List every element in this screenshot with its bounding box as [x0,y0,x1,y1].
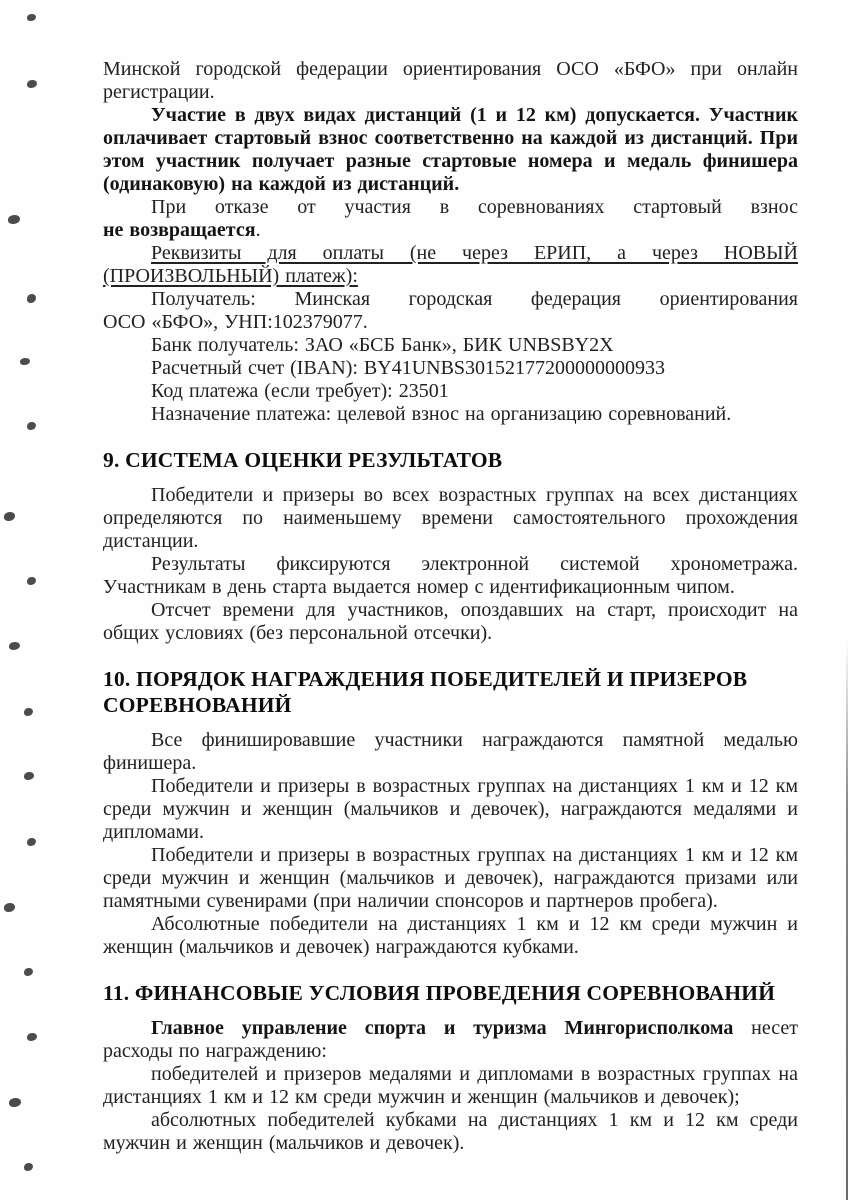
scan-artifact [24,708,33,716]
right-edge-scan-line [846,640,848,1200]
receiver-lead-text: Получатель: Минская городская федерация ориентирования [151,288,798,310]
scan-artifact [27,1033,37,1041]
section-11-lead-bold-text: Главное управление спорта и туризма Мингорисполкома [151,1017,734,1039]
section-9-paragraph-3: Отсчет времени для участников, опоздавших на старт, происходит на общих условиях (без персональной отсечки). [103,599,798,644]
scan-artifact [4,512,15,521]
scan-artifact [27,422,36,430]
section-11-paragraph-3: абсолютных победителей кубками на дистанциях 1 км и 12 км среди мужчин и женщин (мальчиков и девочек). [103,1109,798,1154]
scan-artifact [27,577,36,585]
refusal-bold-text: не возвращается [103,219,256,241]
paragraph-registration-continued: Минской городской федерации ориентирования ОСО «БФО» при онлайн регистрации. [103,58,798,103]
refusal-lead-text: При отказе от участия в соревнованиях стартовый взнос [151,196,798,218]
section-10-paragraph-4: Абсолютные победители на дистанциях 1 км и 12 км среди мужчин и женщин (мальчиков и девочек) награждаются кубками. [103,913,798,958]
scan-artifact [27,14,36,21]
scan-artifact [27,838,36,846]
paragraph-bank: Банк получатель: ЗАО «БСБ Банк», БИК UNBSBY2X [151,334,614,356]
scan-artifact [24,772,34,780]
section-9-heading: 9. СИСТЕМА ОЦЕНКИ РЕЗУЛЬТАТОВ [103,448,503,472]
receiver-tail-text: ОСО «БФО», УНП:102379077. [103,311,368,333]
section-11-lead-tail-text: несет расходы по награждению: [103,1017,798,1062]
document-content [103,58,798,1155]
section-10-paragraph-2: Победители и призеры в возрастных группах на дистанциях 1 км и 12 км среди мужчин и женщин (мальчиков и девочек), награждаются медалями и дипломами. [103,775,798,843]
paragraph-payment-code: Код платежа (если требует): 23501 [151,380,449,402]
section-9-paragraph-1: Победители и призеры во всех возрастных группах на всех дистанциях определяются по наименьшему времени самостоятельного прохождения дистанции. [103,484,798,552]
section-9-paragraph-2: Результаты фиксируются электронной системой хронометража. Участникам в день старта выдается номер с идентификационным чипом. [103,553,798,598]
scan-artifact [27,294,36,303]
scan-artifact [27,80,37,88]
paragraph-receiver [103,288,798,334]
section-11-paragraph-2: победителей и призеров медалями и дипломами в возрастных группах на дистанциях 1 км и 12 км среди мужчин и женщин (мальчиков и девочек); [103,1063,798,1108]
paragraph-payment-requisites-heading: Реквизиты для оплаты (не через ЕРИП, а через НОВЫЙ (ПРОИЗВОЛЬНЫЙ) платеж): [103,242,798,287]
section-10-paragraph-1: Все финишировавшие участники награждаются памятной медалью финишера. [103,729,798,774]
scan-artifact [8,215,20,224]
paragraph-payment-purpose: Назначение платежа: целевой взнос на организацию соревнований. [151,403,732,425]
scan-artifact [24,1163,33,1171]
refusal-tail-text: . [255,219,261,241]
scan-artifact [4,903,15,912]
scan-artifact [24,968,33,976]
scan-artifact [20,358,30,365]
paragraph-participation-rules: Участие в двух видах дистанций (1 и 12 км) допускается. Участник оплачивает стартовый взнос соответственно на каждой из дистанций. При этом участник получает разные стартовые номера и медаль финишера (одинаковую) на каждой из дистанций. [103,104,798,195]
scan-artifact [9,642,20,650]
section-10-paragraph-3: Победители и призеры в возрастных группах на дистанциях 1 км и 12 км среди мужчин и женщин (мальчиков и девочек), награждаются призами или памятными сувенирами (при наличии спонсоров и партнеров пробега). [103,844,798,912]
paragraph-refusal [103,196,798,242]
section-11-heading: 11. ФИНАНСОВЫЕ УСЛОВИЯ ПРОВЕДЕНИЯ СОРЕВНОВАНИЙ [103,981,776,1005]
scan-artifact [9,1098,21,1107]
paragraph-iban: Расчетный счет (IBAN): BY41UNBS30152177200000000933 [151,357,666,379]
section-10-heading: 10. ПОРЯДОК НАГРАЖДЕНИЯ ПОБЕДИТЕЛЕЙ И ПРИЗЕРОВ СОРЕВНОВАНИЙ [103,667,748,717]
section-11-paragraph-1 [103,1017,798,1063]
